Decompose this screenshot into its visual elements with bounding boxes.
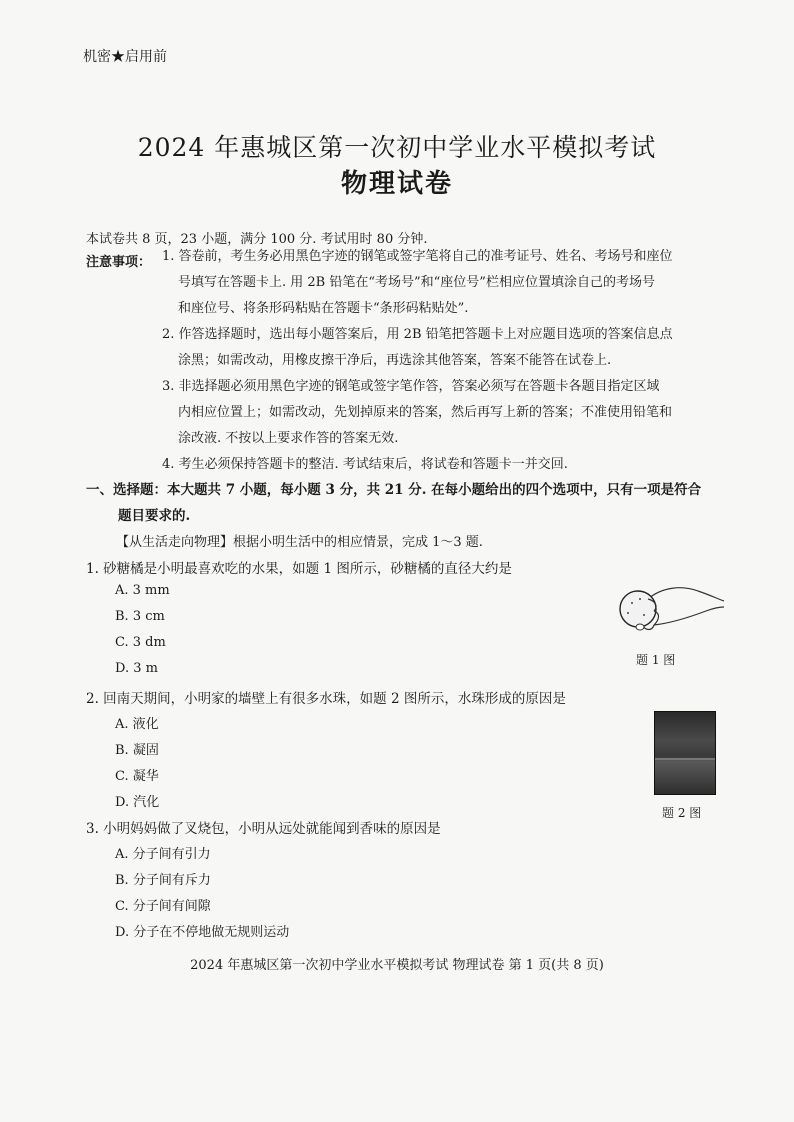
notice-line: 内相应位置上；如需改动，先划掉原来的答案，然后再写上新的答案；不准使用铅笔和 [178,405,673,420]
q3-option-c: C. 分子间有间隙 [115,899,211,914]
wet-wall-photo [654,711,716,795]
page-footer: 2024 年惠城区第一次初中学业水平模拟考试 物理试卷 第 1 页(共 8 页) [190,958,604,973]
exam-intro: 本试卷共 8 页，23 小题，满分 100 分. 考试用时 80 分钟. [86,232,428,247]
hand-holding-tangerine-illustration [602,577,726,637]
confidential-mark: 机密★启用前 [83,49,167,65]
question-3-stem: 3. 小明妈妈做了叉烧包，小明从远处就能闻到香味的原因是 [86,821,441,837]
section-heading: 一、选择题：本大题共 7 小题，每小题 3 分，共 21 分. 在每小题给出的四个选项中，只有一项是符合 [86,482,702,498]
q3-option-d: D. 分子在不停地做无规则运动 [115,925,290,940]
q1-option-a: A. 3 mm [115,583,170,598]
q2-option-c: C. 凝华 [115,769,159,784]
notice-line: 涂改液. 不按以上要求作答的答案无效. [178,431,399,446]
notice-line: 涂黑；如需改动，用橡皮擦干净后，再选涂其他答案，答案不能答在试卷上. [178,353,612,368]
notice-line: 3. 非选择题必须用黑色字迹的钢笔或签字笔作答，答案必须写在答题卡各题目指定区域 [162,379,660,394]
q2-option-d: D. 汽化 [115,795,160,810]
notice-line: 4. 考生必须保持答题卡的整洁. 考试结束后，将试卷和答题卡一并交回. [162,457,568,472]
q3-option-b: B. 分子间有斥力 [115,873,211,888]
context-note: 【从生活走向物理】根据小明生活中的相应情景，完成 1～3 题. [116,535,483,550]
figure-1-caption: 题 1 图 [636,653,676,667]
exam-title: 2024 年惠城区第一次初中学业水平模拟考试 [137,133,657,162]
notice-line: 1. 答卷前，考生务必用黑色字迹的钢笔或签字笔将自己的准考证号、姓名、考场号和座位 [162,249,673,264]
notice-label: 注意事项： [86,255,152,270]
q1-option-d: D. 3 m [115,661,158,676]
q2-option-b: B. 凝固 [115,743,159,758]
section-heading-cont: 题目要求的. [118,508,191,524]
notice-line: 号填写在答题卡上. 用 2B 铅笔在“考场号”和“座位号”栏相应位置填涂自己的考场号 [178,275,655,290]
q3-option-a: A. 分子间有引力 [115,847,211,862]
notice-line: 2. 作答选择题时，选出每小题答案后，用 2B 铅笔把答题卡上对应题目选项的答案信息点 [162,327,673,342]
q1-option-b: B. 3 cm [115,609,165,624]
figure-2-caption: 题 2 图 [662,806,702,820]
notice-line: 和座位号、将条形码粘贴在答题卡“条形码粘贴处”. [178,301,469,316]
question-1-stem: 1. 砂糖橘是小明最喜欢吃的水果，如题 1 图所示，砂糖橘的直径大约是 [86,561,512,577]
q1-option-c: C. 3 dm [115,635,166,650]
paper-title: 物理试卷 [340,169,453,199]
question-2-stem: 2. 回南天期间，小明家的墙壁上有很多水珠，如题 2 图所示，水珠形成的原因是 [86,691,566,707]
q2-option-a: A. 液化 [115,717,159,732]
